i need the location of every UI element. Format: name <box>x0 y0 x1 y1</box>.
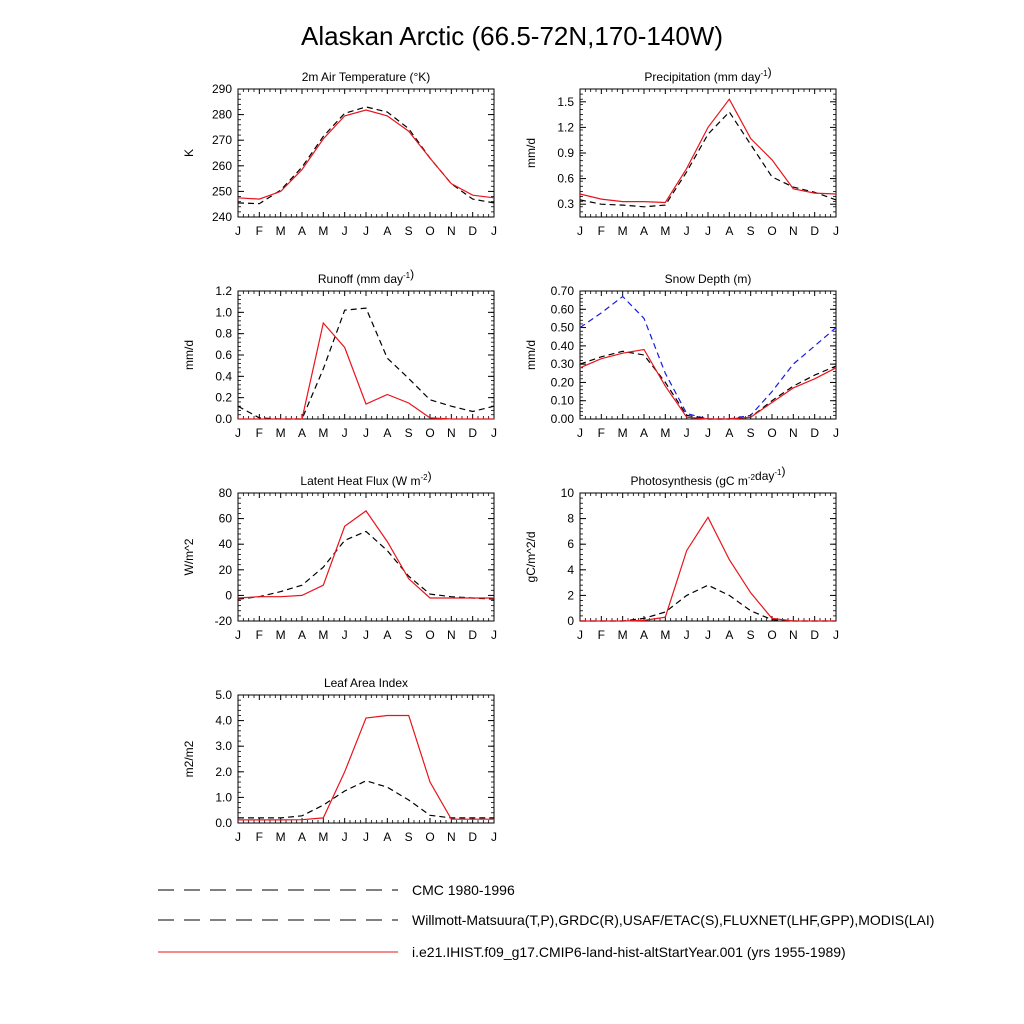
x-tick-label: J <box>235 224 241 238</box>
x-tick-label: M <box>318 426 329 440</box>
x-tick-label: D <box>468 628 478 642</box>
x-tick-label: M <box>617 628 628 642</box>
y-tick-label: 0 <box>225 588 232 603</box>
x-tick-label: J <box>491 628 497 642</box>
panel-title: Precipitation (mm day$^{-1}$) <box>644 65 772 84</box>
x-tick-label: A <box>383 628 392 642</box>
y-tick-label: 1.0 <box>215 305 232 320</box>
x-tick-label: A <box>639 224 649 238</box>
x-tick-label: O <box>425 224 435 238</box>
series-model-line <box>238 323 494 419</box>
plot-frame <box>580 291 836 419</box>
series-model-line <box>580 99 836 202</box>
x-tick-label: N <box>446 628 456 642</box>
y-tick-label: 4.0 <box>215 713 232 728</box>
panel-5 <box>182 469 497 642</box>
y-tick-label: 260 <box>211 158 232 173</box>
y-tick-label: 0.2 <box>215 390 232 405</box>
y-axis-label: mm/d <box>524 138 538 168</box>
series-obs-line <box>238 107 494 204</box>
plot-frame <box>238 695 494 823</box>
x-tick-label: M <box>617 426 628 440</box>
x-tick-label: J <box>491 224 497 238</box>
y-tick-label: 0.0 <box>215 816 232 830</box>
x-tick-label: J <box>683 628 690 642</box>
panel-title: 2m Air Temperature (°K) <box>301 70 431 84</box>
x-tick-label: J <box>833 426 839 440</box>
y-tick-label: 0.6 <box>557 171 574 186</box>
y-tick-label: -20 <box>214 614 232 628</box>
x-tick-label: F <box>597 426 606 440</box>
x-tick-label: M <box>275 426 286 440</box>
x-tick-label: O <box>425 426 435 440</box>
x-tick-label: J <box>491 426 497 440</box>
x-tick-label: A <box>297 224 307 238</box>
y-tick-label: 1.2 <box>215 284 232 298</box>
x-tick-label: F <box>255 628 264 642</box>
series-model-line <box>238 511 494 598</box>
y-tick-label: 280 <box>211 107 232 122</box>
x-tick-label: M <box>275 830 286 844</box>
x-tick-label: J <box>341 224 348 238</box>
legend <box>158 882 934 960</box>
x-tick-label: O <box>767 426 777 440</box>
panel-title: Photosynthesis (gC $m^{-2}day^{-1}$) <box>630 464 786 488</box>
x-tick-label: A <box>725 224 734 238</box>
y-tick-label: 1.0 <box>215 790 232 805</box>
x-tick-label: M <box>660 628 671 642</box>
series-obs-line <box>238 781 494 818</box>
y-axis-label: W/m^2 <box>182 538 196 576</box>
x-tick-label: D <box>810 628 820 642</box>
x-tick-label: M <box>660 224 671 238</box>
x-tick-label: M <box>617 224 628 238</box>
series-obs-line <box>580 585 836 621</box>
panel-1 <box>182 70 497 238</box>
x-tick-label: S <box>746 224 755 238</box>
x-tick-label: O <box>767 224 777 238</box>
y-axis-label: m2/m2 <box>182 740 196 778</box>
series-obs-line <box>580 351 836 419</box>
y-tick-label: 0.60 <box>550 302 574 317</box>
y-tick-label: 0.50 <box>550 320 574 335</box>
y-tick-label: 80 <box>218 486 232 500</box>
series-model-line <box>238 110 494 199</box>
x-tick-label: S <box>746 426 755 440</box>
series-model-line <box>580 517 836 621</box>
x-tick-label: A <box>725 628 734 642</box>
panel-2 <box>524 65 839 238</box>
panel-7 <box>182 676 497 844</box>
y-tick-label: 0.00 <box>550 412 574 426</box>
x-tick-label: J <box>341 830 348 844</box>
x-tick-label: J <box>363 224 369 238</box>
x-tick-label: A <box>725 426 734 440</box>
x-tick-label: N <box>446 830 456 844</box>
x-tick-label: J <box>363 426 369 440</box>
y-tick-label: 6 <box>567 537 574 552</box>
series-obs-line <box>238 308 494 419</box>
x-tick-label: J <box>833 628 839 642</box>
y-tick-label: 1.2 <box>557 120 574 135</box>
x-tick-label: F <box>255 830 264 844</box>
panels <box>182 65 839 844</box>
x-tick-label: D <box>810 426 820 440</box>
x-tick-label: M <box>275 628 286 642</box>
legend-model-label: i.e21.IHIST.f09_g17.CMIP6-land-hist-altStartYear.001 (yrs 1955-1989) <box>412 944 846 960</box>
x-tick-label: M <box>275 224 286 238</box>
x-tick-label: N <box>446 224 456 238</box>
x-tick-label: J <box>363 628 369 642</box>
x-tick-label: F <box>255 426 264 440</box>
y-axis-label: K <box>182 148 196 158</box>
y-tick-label: 0 <box>567 614 574 628</box>
plot-frame <box>580 493 836 621</box>
x-tick-label: D <box>810 224 820 238</box>
x-tick-label: J <box>577 628 583 642</box>
x-tick-label: J <box>705 426 711 440</box>
x-tick-label: D <box>468 830 478 844</box>
x-tick-label: A <box>383 426 392 440</box>
plot-frame <box>238 291 494 419</box>
x-tick-label: J <box>235 628 241 642</box>
y-tick-label: 0.10 <box>550 393 574 408</box>
panel-3 <box>182 267 497 440</box>
plot-frame <box>238 89 494 217</box>
y-tick-label: 0.20 <box>550 375 574 390</box>
y-tick-label: 10 <box>560 486 574 500</box>
x-tick-label: A <box>297 426 307 440</box>
legend-cmc-label: CMC 1980-1996 <box>412 882 515 898</box>
x-tick-label: J <box>235 830 241 844</box>
x-tick-label: S <box>404 628 413 642</box>
x-tick-label: J <box>341 628 348 642</box>
y-tick-label: 290 <box>211 82 232 96</box>
x-tick-label: J <box>491 830 497 844</box>
y-tick-label: 2.0 <box>215 764 232 779</box>
x-tick-label: D <box>468 224 478 238</box>
y-tick-label: 0.4 <box>215 369 232 384</box>
x-tick-label: A <box>383 830 392 844</box>
y-tick-label: 5.0 <box>215 688 232 702</box>
x-tick-label: O <box>425 830 435 844</box>
plot-frame <box>580 89 836 217</box>
plot-frame <box>238 493 494 621</box>
x-tick-label: O <box>425 628 435 642</box>
panel-title: Snow Depth (m) <box>664 272 752 286</box>
y-tick-label: 0.40 <box>550 338 574 353</box>
figure-title: Alaskan Arctic (66.5-72N,170-140W) <box>301 21 723 51</box>
x-tick-label: N <box>446 426 456 440</box>
y-tick-label: 3.0 <box>215 739 232 754</box>
panel-6 <box>524 464 839 642</box>
x-tick-label: N <box>788 426 798 440</box>
x-tick-label: D <box>468 426 478 440</box>
series-cmc-line <box>580 297 836 420</box>
x-tick-label: F <box>597 628 606 642</box>
y-axis-label: mm/d <box>524 340 538 370</box>
x-tick-label: A <box>639 628 649 642</box>
x-tick-label: N <box>788 628 798 642</box>
y-tick-label: 270 <box>211 133 232 148</box>
y-tick-label: 0.30 <box>550 357 574 372</box>
x-tick-label: J <box>683 224 690 238</box>
x-tick-label: M <box>660 426 671 440</box>
x-tick-label: J <box>341 426 348 440</box>
x-tick-label: N <box>788 224 798 238</box>
x-tick-label: J <box>705 224 711 238</box>
x-tick-label: J <box>235 426 241 440</box>
x-tick-label: O <box>767 628 777 642</box>
y-tick-label: 0.6 <box>215 348 232 362</box>
y-tick-label: 2 <box>567 588 574 603</box>
x-tick-label: F <box>597 224 606 238</box>
x-tick-label: J <box>705 628 711 642</box>
series-model-line <box>238 716 494 820</box>
y-tick-label: 250 <box>211 184 232 199</box>
x-tick-label: S <box>404 426 413 440</box>
x-tick-label: A <box>297 628 307 642</box>
x-tick-label: J <box>683 426 690 440</box>
x-tick-label: M <box>318 830 329 844</box>
y-tick-label: 240 <box>211 210 232 224</box>
x-tick-label: J <box>577 224 583 238</box>
y-tick-label: 40 <box>218 537 232 552</box>
panel-4 <box>524 272 839 440</box>
y-axis-label: mm/d <box>182 340 196 370</box>
x-tick-label: A <box>383 224 392 238</box>
y-tick-label: 20 <box>218 562 232 577</box>
y-tick-label: 0.8 <box>215 326 232 341</box>
x-tick-label: F <box>255 224 264 238</box>
x-tick-label: S <box>404 224 413 238</box>
y-tick-label: 4 <box>567 562 574 577</box>
y-tick-label: 0.0 <box>215 412 232 426</box>
y-tick-label: 0.70 <box>550 284 574 298</box>
panel-title: Leaf Area Index <box>323 676 409 690</box>
x-tick-label: M <box>318 628 329 642</box>
y-tick-label: 0.9 <box>557 146 574 160</box>
panel-title: Runoff (mm day$^{-1}$) <box>317 267 415 286</box>
x-tick-label: A <box>639 426 649 440</box>
x-tick-label: S <box>404 830 413 844</box>
panel-title: Latent Heat Flux (W $m^{-2}$) <box>300 469 432 488</box>
y-tick-label: 8 <box>567 511 574 526</box>
x-tick-label: S <box>746 628 755 642</box>
x-tick-label: J <box>363 830 369 844</box>
legend-obs-label: Willmott-Matsuura(T,P),GRDC(R),USAF/ETAC(S),FLUXNET(LHF,GPP),MODIS(LAI) <box>412 912 935 928</box>
series-obs-line <box>238 531 494 599</box>
x-tick-label: J <box>577 426 583 440</box>
series-obs-line <box>580 112 836 207</box>
x-tick-label: M <box>318 224 329 238</box>
y-tick-label: 0.3 <box>557 197 574 212</box>
x-tick-label: J <box>833 224 839 238</box>
y-tick-label: 60 <box>218 511 232 526</box>
y-tick-label: 1.5 <box>557 94 574 109</box>
x-tick-label: A <box>297 830 307 844</box>
y-axis-label: gC/m^2/d <box>524 531 538 583</box>
